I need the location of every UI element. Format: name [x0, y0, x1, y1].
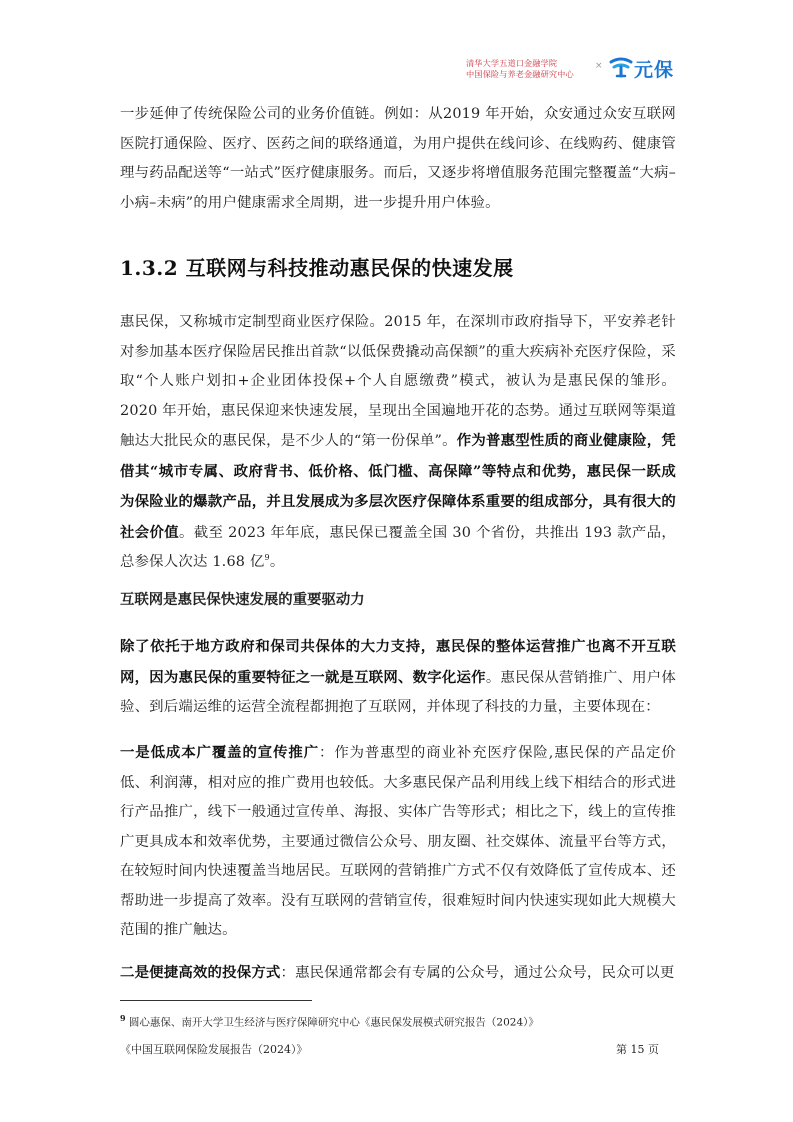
paragraph-point-one: [120, 738, 676, 946]
header-logo-text: 元保: [634, 59, 675, 81]
paragraph-huiminbao-text-a: 惠民保，又称城市定制型商业医疗保险。2015 年，在深圳市政府指导下，平安养老针对参加基本医疗保险居民推出首款“以低保费撬动高保额”的重大疾病补充医疗保险，采取“个人账户划扣+企业团体投保+个人自愿缴费”模式，被认为是惠民保的雏形。2020 年开始，惠民保迎来快速发展，呈现出全国遍地开花的态势。通过互联网等渠道触达大批民众的惠民保，是不少人的“第一份保单”。: [120, 314, 676, 449]
paragraph-huiminbao-end: 。: [269, 554, 285, 570]
header-org-block: [466, 58, 594, 80]
footnote-mark: 9: [120, 1013, 126, 1023]
section-title: 1.3.2 互联网与科技推动惠民保的快速发展: [120, 256, 514, 280]
paragraph-internet-driver: [120, 632, 676, 723]
footnote-text: 圆心惠保、南开大学卫生经济与医疗保障研究中心《惠民保发展模式研究报告（2024）》: [128, 1016, 539, 1029]
paragraph-point-two: [120, 958, 674, 989]
footnote-divider: [120, 1000, 312, 1001]
paragraph-internet-driver-bold: 除了依托于地方政府和保司共保体的大力支持，惠民保的整体运营推广也离不开互联网，因为惠民保的重要特征之一就是互联网、数字化运作: [120, 638, 676, 686]
point-one-text: ：作为普惠型的商业补充医疗保险,惠民保的产品定价低、利润薄，相对应的推广费用也较低。大多惠民保产品利用线上线下相结合的形式进行产品推广，线下一般通过宣传单、海报、实体广告等形式；相比之下，线上的宣传推广更具成本和效率优势，主要通过微信公众号、朋友圈、社交媒体、流量平台等方式，在较短时间内快速覆盖当地居民。互联网的营销推广方式不仅有效降低了宣传成本、还帮助进一步提高了效率。没有互联网的营销宣传，很难短时间内快速实现如此大规模大范围的推广触达。: [120, 745, 676, 938]
header-org-line1: 清华大学五道口金融学院: [466, 58, 558, 68]
header-separator: ×: [595, 61, 603, 71]
footer-page-number: 第 15 页: [616, 1043, 659, 1056]
paragraph-huiminbao-bold: 作为普惠型性质的商业健康险，凭借其“城市专属、政府背书、低价格、低门槛、高保障”等特点和优势，惠民保一跃成为保险业的爆款产品，并且发展成为多层次医疗保障体系重要的组成部分，具有很大的社会价值: [120, 432, 677, 541]
sub-heading: 互联网是惠民保快速发展的重要驱动力: [120, 591, 365, 608]
yuanbao-logo-icon: [609, 56, 633, 78]
point-two-heading: 二是便捷高效的投保方式: [120, 964, 281, 981]
header-org-line2: 中国保险与养老金融研究中心: [466, 69, 574, 79]
footnote-ref[interactable]: 9: [264, 553, 270, 563]
footer-report-title: 《中国互联网保险发展报告（2024）》: [120, 1043, 308, 1056]
paragraph-intro: 一步延伸了传统保险公司的业务价值链。例如：从2019 年开始，众安通过众安互联网医院打通保险、医疗、医药之间的联络通道，为用户提供在线问诊、在线购药、健康管理与药品配送等“一站式”医疗健康服务。而后，又逐步将增值服务范围完整覆盖“大病–小病–未病”的用户健康需求全周期，进一步提升用户体验。: [120, 106, 676, 211]
paragraph-huiminbao-text-c: 。截至 2023 年年底，惠民保已覆盖全国 30 个省份，共推出 193 款产品，总参保人次达 1.68 亿: [120, 524, 676, 570]
footnote: [120, 1011, 539, 1030]
paragraph-huiminbao-overview: [120, 308, 676, 578]
paragraph-internet-driver-text: 。惠民保从营销推广、用户体验、到后端运维的运营全流程都拥抱了互联网，并体现了科技的力量，主要体现在：: [120, 669, 676, 715]
point-one-heading: 一是低成本广覆盖的宣传推广: [120, 744, 320, 761]
point-two-text: ：惠民保通常都会有专属的公众号，通过公众号，民众可以更: [280, 965, 675, 981]
